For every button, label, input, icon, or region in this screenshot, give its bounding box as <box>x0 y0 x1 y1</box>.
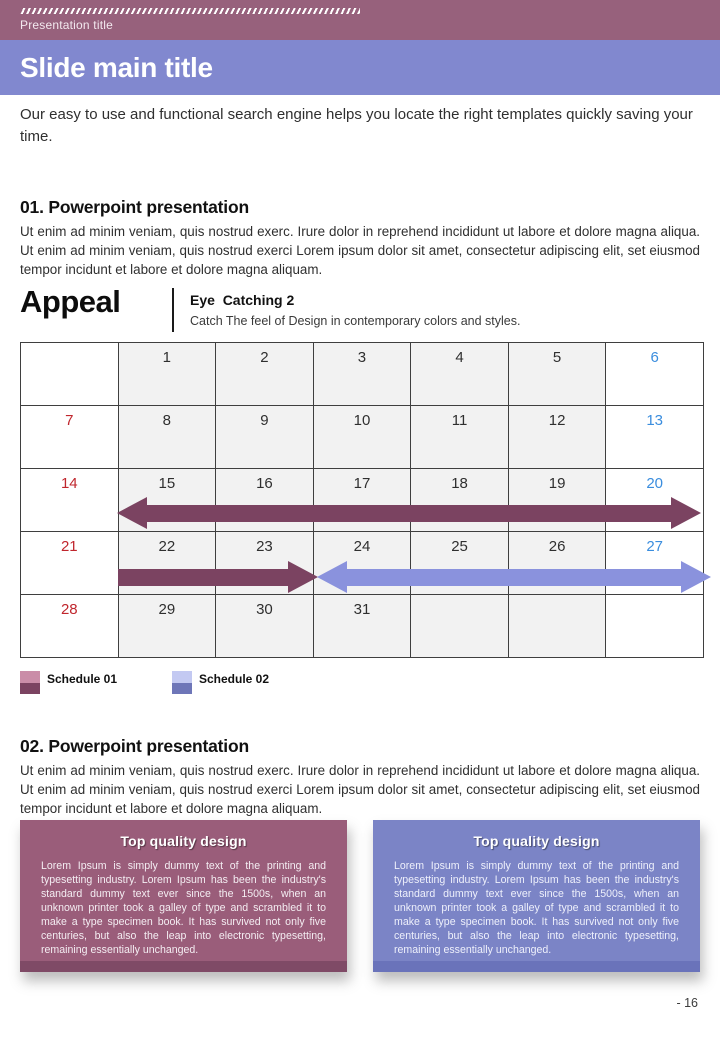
calendar-row <box>21 343 704 406</box>
calendar-cell: 11 <box>411 406 509 469</box>
calendar-cell: 3 <box>313 343 411 406</box>
calendar-cell <box>411 595 509 658</box>
feature-subtitle: Eye Catching 2 <box>190 292 295 308</box>
calendar-cell: 31 <box>313 595 411 658</box>
calendar-cell: 18 <box>411 469 509 532</box>
calendar-cell: 21 <box>21 532 119 595</box>
calendar-cell: 17 <box>313 469 411 532</box>
schedule-01-swatch-icon <box>20 671 40 694</box>
arrow-left-head-icon <box>117 497 147 529</box>
calendar-cell: 4 <box>411 343 509 406</box>
calendar-cell: 24 <box>313 532 411 595</box>
calendar-cell: 2 <box>216 343 314 406</box>
calendar-cell: 30 <box>216 595 314 658</box>
card-title: Top quality design <box>473 833 600 849</box>
calendar-cell: 7 <box>21 406 119 469</box>
calendar-cell: 27 <box>606 532 704 595</box>
card-title: Top quality design <box>120 833 247 849</box>
section-2-heading: 02. Powerpoint presentation <box>20 736 249 756</box>
arrow-right-head-icon <box>671 497 701 529</box>
schedule-01-double-arrow <box>117 497 701 529</box>
calendar-cell: 14 <box>21 469 119 532</box>
feature-title: Appeal <box>20 284 121 319</box>
schedule-01-right-arrow <box>118 561 318 593</box>
calendar-cell <box>21 343 119 406</box>
arrow-right-head-icon <box>288 561 318 593</box>
hatch-decoration <box>20 8 360 14</box>
calendar-cell: 12 <box>508 406 606 469</box>
arrow-right-head-icon <box>681 561 711 593</box>
calendar-cell: 5 <box>508 343 606 406</box>
legend-item-schedule-02 <box>172 671 269 694</box>
calendar-cell: 20 <box>606 469 704 532</box>
feature-divider <box>172 288 174 332</box>
quality-card-right <box>373 820 700 972</box>
calendar-cell: 22 <box>118 532 216 595</box>
legend-item-schedule-01 <box>20 671 117 694</box>
calendar-cell: 26 <box>508 532 606 595</box>
calendar-cell: 10 <box>313 406 411 469</box>
calendar-row <box>21 406 704 469</box>
card-footer-strip <box>373 961 700 972</box>
calendar-cell: 13 <box>606 406 704 469</box>
section-2-body: Ut enim ad minim veniam, quis nostrud exerc. Irure dolor in reprehend incididunt ut labore et dolore magna aliqua. Ut enim ad minim veniam, quis nostrud exerci Lorem ipsum dolor sit amet, consectetur adipiscing elit, set eiusmod tempor incidunt et labore et dolore magna aliquam. <box>20 763 700 817</box>
calendar-cell: 9 <box>216 406 314 469</box>
section-1-body: Ut enim ad minim veniam, quis nostrud exerc. Irure dolor in reprehend incididunt ut labore et dolore magna aliqua. Ut enim ad minim veniam, quis nostrud exerci Lorem ipsum dolor sit amet, consectetur adipiscing elit, set eiusmod tempor incidunt et labore et dolore magna aliquam. <box>20 224 700 278</box>
slide-main-title: Slide main title <box>20 52 213 83</box>
calendar-cell: 25 <box>411 532 509 595</box>
calendar-cell: 1 <box>118 343 216 406</box>
legend-label: Schedule 02 <box>199 672 270 686</box>
schedule-02-swatch-icon <box>172 671 192 694</box>
legend-label: Schedule 01 <box>47 672 118 686</box>
card-footer-strip <box>20 961 347 972</box>
calendar-cell: 16 <box>216 469 314 532</box>
arrow-left-head-icon <box>317 561 347 593</box>
calendar-cell <box>606 595 704 658</box>
slide-title-band <box>0 40 720 95</box>
calendar-cell: 6 <box>606 343 704 406</box>
feature-caption: Catch The feel of Design in contemporary colors and styles. <box>190 314 521 328</box>
calendar-cell: 19 <box>508 469 606 532</box>
calendar-row <box>21 595 704 658</box>
calendar-cell: 8 <box>118 406 216 469</box>
calendar-cell: 23 <box>216 532 314 595</box>
card-body: Lorem Ipsum is simply dummy text of the printing and typesetting industry. Lorem Ipsum has been the industry's standard dummy text ever since the 1500s, when an unknown printer took a galley of type and scrambled it to make a type specimen book. It has survived not only five centuries, but also the leap into electronic typesetting, remaining essentially unchanged. <box>41 860 326 957</box>
section-1-heading: 01. Powerpoint presentation <box>20 197 249 217</box>
intro-paragraph: Our easy to use and functional search engine helps you locate the right templates quickly saving your time. <box>20 106 693 145</box>
calendar-cell: 15 <box>118 469 216 532</box>
calendar-cell: 29 <box>118 595 216 658</box>
header-band <box>0 0 720 40</box>
page-number: - 16 <box>676 996 698 1010</box>
schedule-02-double-arrow <box>317 561 711 593</box>
quality-card-left <box>20 820 347 972</box>
calendar-cell <box>508 595 606 658</box>
calendar-cell: 28 <box>21 595 119 658</box>
presentation-title: Presentation title <box>20 18 113 32</box>
card-body: Lorem Ipsum is simply dummy text of the printing and typesetting industry. Lorem Ipsum has been the industry's standard dummy text ever since the 1500s, when an unknown printer took a galley of type and scrambled it to make a type specimen book. It has survived not only five centuries, but also the leap into electronic typesetting, remaining essentially unchanged. <box>394 860 679 957</box>
